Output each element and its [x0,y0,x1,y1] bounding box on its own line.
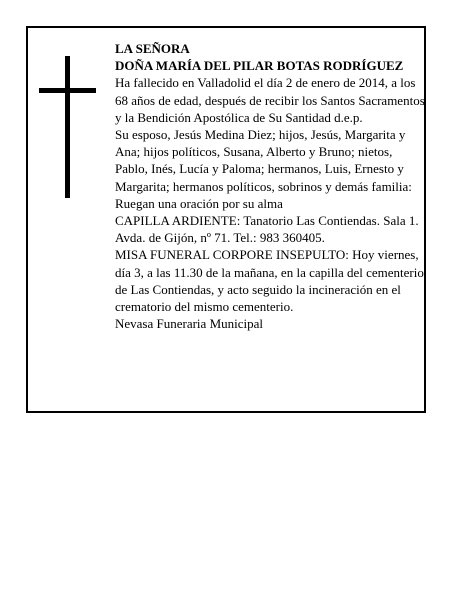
obituary-notice [26,26,426,413]
chapel-info: CAPILLA ARDIENTE: Tanatorio Las Contiendas. Sala 1. Avda. de Gijón, nº 71. Tel.: 983 360405. [115,213,419,246]
cross-horizontal-bar [39,88,96,93]
obituary-text [115,40,425,332]
funeral-info: MISA FUNERAL CORPORE INSEPULTO: Hoy viernes, día 3, a las 11.30 de la mañana, en la capilla del cementerio de Las Contiendas, y acto seguido la incineración en el crematorio del mismo cementerio. [115,247,424,315]
cross-vertical-bar [65,56,70,198]
prayer-request: Ruegan una oración por su alma [115,195,283,211]
deceased-name: DOÑA MARÍA DEL PILAR BOTAS RODRÍGUEZ [115,58,404,74]
death-details: Ha fallecido en Valladolid el día 2 de enero de 2014, a los 68 años de edad, después de recibir los Santos Sacramentos y la Bendición Apostólica de Su Santidad d.e.p. [115,75,425,125]
funeral-home: Nevasa Funeraria Municipal [115,316,264,332]
family-list: Su esposo, Jesús Medina Diez; hijos, Jesús, Margarita y Ana; hijos políticos, Susana, Alberto y Bruno; nietos, Pablo, Inés, Lucía y Paloma; hermanos, Luis, Ernesto y Margarita; hermanos políticos, sobrinos y demás familia: [115,127,412,194]
honorific: LA SEÑORA [115,41,190,56]
